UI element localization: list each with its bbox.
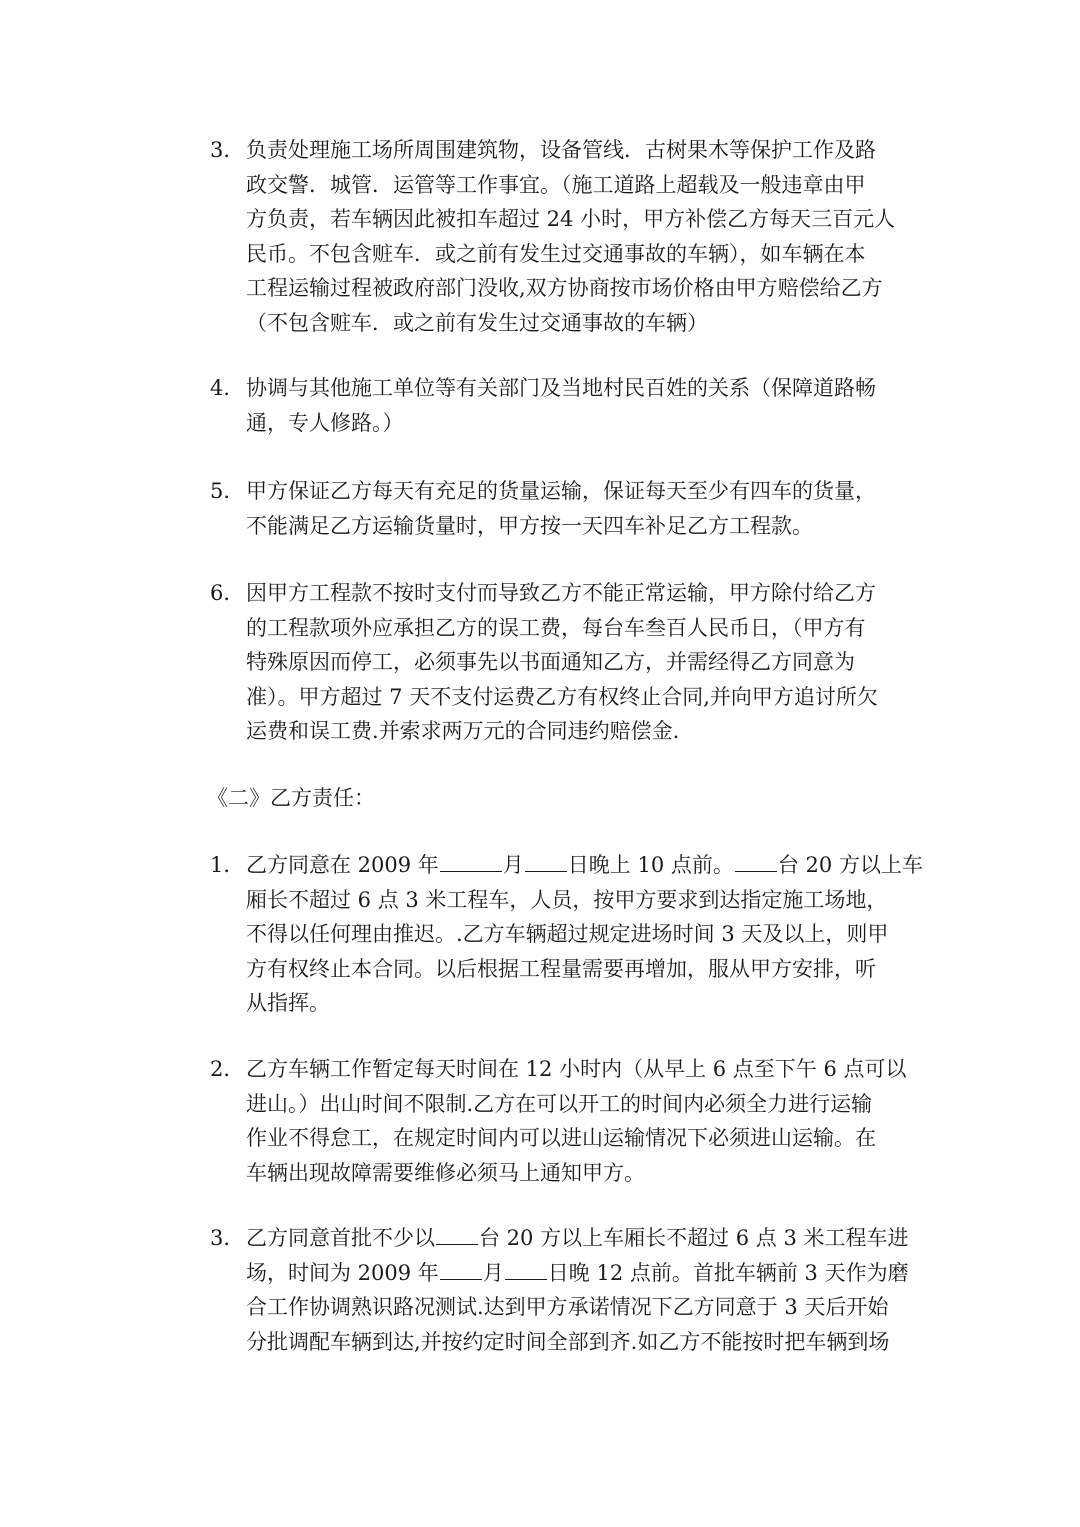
clause-text [246,848,930,1021]
clause-number: 4． [210,376,245,400]
clause-b2 [210,1052,930,1190]
blank-underline [735,848,777,872]
clause-number: 3． [210,1226,245,1250]
text-line-with-blanks [246,848,930,883]
text-line: 运费和误工费.并索求两万元的合同违约赔偿金. [246,719,680,743]
text-line: 作业不得怠工，在规定时间内可以进山运输情况下必须进山运输。在 [246,1126,876,1150]
text-line-with-blanks [246,1221,930,1256]
blank-underline [525,848,567,872]
text-line: 的工程款项外应承担乙方的误工费，每台车叁百人民币日，（甲方有 [246,615,866,640]
clause-text [246,1221,930,1359]
clause-a3 [210,133,930,340]
text-segment: 月 [482,1260,504,1285]
text-line: 准）。甲方超过 7 天不支付运费乙方有权终止合同,并向甲方追讨所欠 [246,684,878,709]
text-line: 负责处理施工场所周围建筑物，设备管线．古树果木等保护工作及路 [246,138,876,162]
clause-number: 2． [210,1057,245,1081]
text-segment: 日晚上 10 点前。 [567,853,734,877]
section-heading: 《二》乙方责任： [207,786,375,810]
blank-underline [440,848,502,872]
text-line: 甲方保证乙方每天有充足的货量运输，保证每天至少有四车的货量， [246,479,876,503]
clause-text [246,1052,930,1190]
text-segment: 台 20 方以上车 [777,853,923,877]
text-line: （不包含赃车．或之前有发生过交通事故的车辆） [246,310,708,335]
clause-b1 [210,848,930,1021]
blank-underline [440,1256,482,1280]
clause-text [246,133,930,340]
text-line: 进山。）出山时间不限制.乙方在可以开工的时间内必须全力进行运输 [246,1091,873,1116]
text-line: 合工作协调熟识路况测试.达到甲方承诺情况下乙方同意于 3 天后开始 [246,1295,889,1319]
text-line: 方负责，若车辆因此被扣车超过 24 小时，甲方补偿乙方每天三百元人 [246,207,896,231]
clause-number: 6． [210,581,245,605]
text-line: 通，专人修路。） [246,410,404,435]
blank-underline [436,1221,478,1245]
text-segment: 月 [502,853,524,877]
text-line: 不能满足乙方运输货量时，甲方按一天四车补足乙方工程款。 [246,513,813,538]
text-line: 厢长不超过 6 点 3 米工程车，人员，按甲方要求到达指定施工场地， [246,887,888,912]
text-segment: 乙方同意在 2009 年 [246,853,439,877]
text-segment: 场，时间为 2009 年 [246,1260,439,1285]
text-line: 乙方车辆工作暂定每天时间在 12 小时内（从早上 6 点至下午 6 点可以 [246,1057,907,1081]
text-line: 不得以任何理由推迟。.乙方车辆超过规定进场时间 3 天及以上，则甲 [246,922,889,946]
clause-number: 3． [210,138,245,162]
text-line: 分批调配车辆到达,并按约定时间全部到齐.如乙方不能按时把车辆到场 [246,1329,890,1354]
text-segment: 日晚 12 点前。首批车辆前 3 天作为磨 [547,1260,909,1285]
text-line: 政交警．城管．运管等工作事宜。（施工道路上超载及一般违章由甲 [246,172,866,197]
text-line-with-blanks [246,1256,930,1291]
blank-underline [505,1256,547,1280]
text-segment: 台 20 方以上车厢长不超过 6 点 3 米工程车进 [479,1226,909,1250]
text-line: 特殊原因而停工，必须事先以书面通知乙方，并需经得乙方同意为 [246,650,855,674]
text-line: 民币。不包含赃车．或之前有发生过交通事故的车辆），如车辆在本 [246,241,866,266]
clause-a6 [210,576,930,749]
text-line: 车辆出现故障需要维修必须马上通知甲方。 [246,1160,645,1185]
text-line: 协调与其他施工单位等有关部门及当地村民百姓的关系（保障道路畅 [246,376,876,400]
text-segment: 乙方同意首批不少以 [246,1226,435,1250]
text-line: 工程运输过程被政府部门没收,双方协商按市场价格由甲方赔偿给乙方 [246,276,883,300]
clause-text [246,474,930,543]
clause-b3 [210,1221,930,1359]
text-line: 方有权终止本合同。以后根据工程量需要再增加，服从甲方安排，听 [246,956,876,981]
text-line: 从指挥。 [246,991,330,1015]
clause-text [246,371,930,440]
clause-number: 5． [210,479,245,503]
clause-a4 [210,371,930,440]
clause-number: 1． [210,853,245,877]
clause-text [246,576,930,749]
clause-a5 [210,474,930,543]
text-line: 因甲方工程款不按时支付而导致乙方不能正常运输，甲方除付给乙方 [246,581,876,605]
